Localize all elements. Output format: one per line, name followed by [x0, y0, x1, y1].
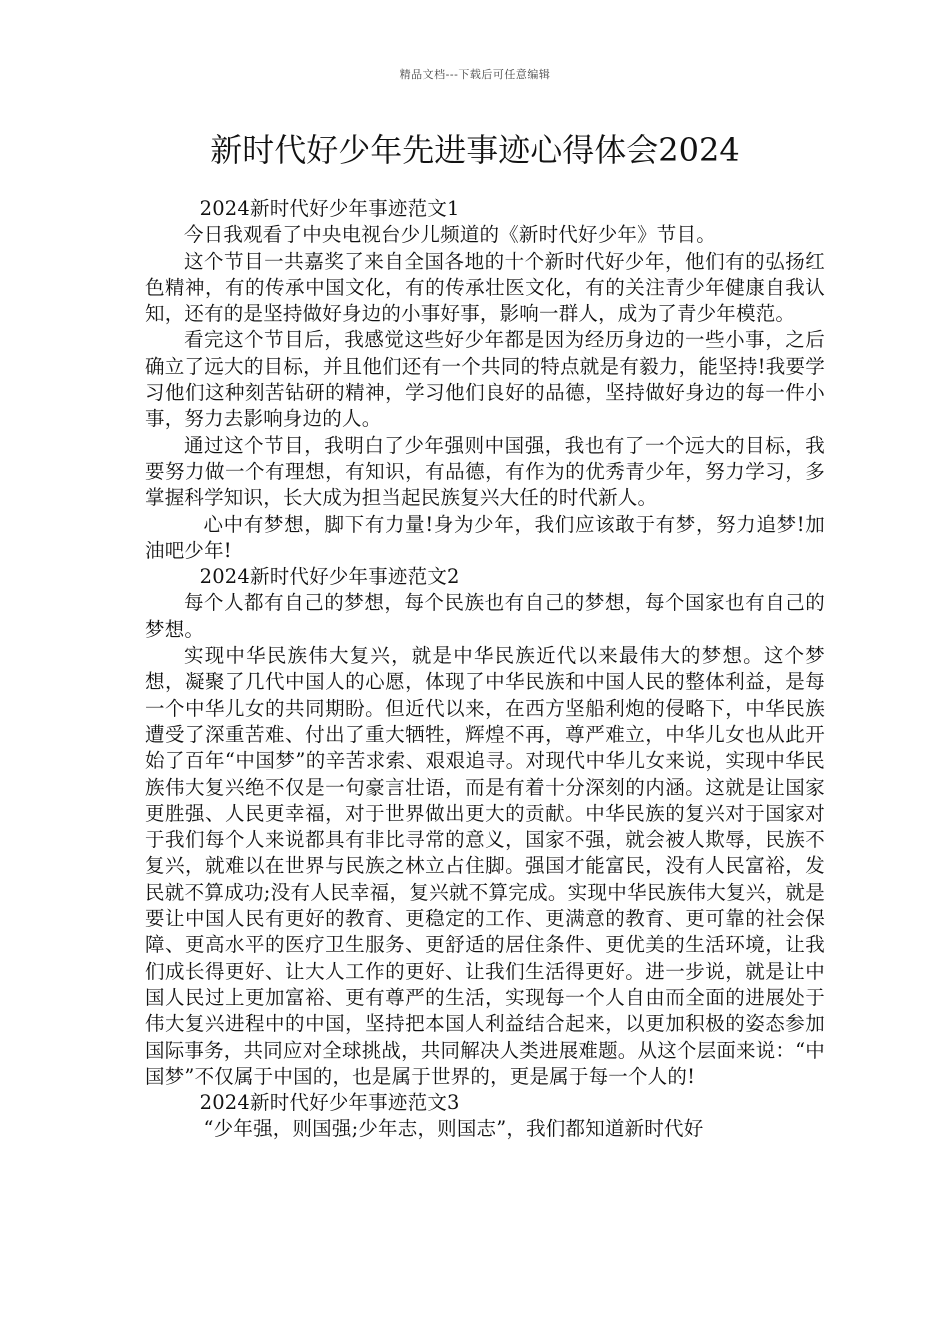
paragraph: 实现中华民族伟大复兴，就是中华民族近代以来最伟大的梦想。这个梦想，凝聚了几代中国人的心愿，体现了中华民族和中国人民的整体利益，是每一个中华儿女的共同期盼。但近代以来，在西方坚船利炮的侵略下，中华民族遭受了深重苦难、付出了重大牺牲，辉煌不再，尊严难立，中华儿女也从此开始了百年“中国梦”的辛苦求索、艰艰追寻。对现代中华儿女来说，实现中华民族伟大复兴绝不仅是一句豪言壮语，而是有着十分深刻的内涵。这就是让国家更胜强、人民更幸福，对于世界做出更大的贡献。中华民族的复兴对于国家对于我们每个人来说都具有非比寻常的意义，国家不强，就会被人欺辱，民族不复兴，就难以在世界与民族之林立占住脚。强国才能富民，没有人民富裕，发民就不算成功;没有人民幸福，复兴就不算完成。实现中华民族伟大复兴，就是要让中国人民有更好的教育、更稳定的工作、更满意的教育、更可靠的社会保障、更高水平的医疗卫生服务、更舒适的居住条件、更优美的生活环境，让我们成长得更好、让大人工作的更好、让我们生活得更好。进一步说，就是让中国人民过上更加富裕、更有尊严的生活，实现每一个人自由而全面的进展处于伟大复兴进程中的中国，坚持把本国人利益结合起来，以更加积极的姿态参加国际事务，共同应对全球挑战，共同解决人类进展难题。从这个层面来说：“中国梦”不仅属于中国的，也是属于世界的，更是属于每一个人的! — [145, 644, 825, 1088]
paragraph: 今日我观看了中央电视台少儿频道的《新时代好少年》节目。 — [184, 223, 716, 247]
paragraph: 每个人都有自己的梦想，每个民族也有自己的梦想，每个国家也有自己的梦想。 — [145, 591, 825, 641]
header-note: 精品文档---下载后可任意编辑 — [399, 68, 551, 81]
paragraph: 看完这个节目后，我感觉这些好少年都是因为经历身边的一些小事，之后确立了远大的目标，并且他们还有一个共同的特点就是有毅力，能坚持!我要学习他们这种刻苦钻研的精神，学习他们良好的品德，坚持做好身边的每一件小事，努力去影响身边的人。 — [145, 328, 825, 431]
paragraph: 心中有梦想，脚下有力量!身为少年，我们应该敢于有梦，努力追梦!加油吧少年! — [145, 512, 825, 562]
section-heading-1: 2024新时代好少年事迹范文1 — [199, 197, 460, 220]
section-heading-3: 2024新时代好少年事迹范文3 — [199, 1091, 460, 1115]
paragraph: 这个节目一共嘉奖了来自全国各地的十个新时代好少年，他们有的弘扬红色精神，有的传承中国文化，有的传承壮医文化，有的关注青少年健康自我认知，还有的是坚持做好身边的小事好事，影响一群人，成为了青少年模范。 — [145, 249, 825, 326]
paragraph: 通过这个节目，我明白了少年强则中国强，我也有了一个远大的目标，我要努力做一个有理想，有知识，有品德，有作为的优秀青少年，努力学习，多掌握科学知识，长大成为担当起民族复兴大任的时代新人。 — [145, 433, 825, 510]
section-heading-2: 2024新时代好少年事迹范文2 — [199, 565, 460, 589]
paragraph: “少年强，则国强;少年志，则国志”，我们都知道新时代好 — [203, 1117, 704, 1141]
document-body — [145, 196, 825, 1143]
document-title: 新时代好少年先进事迹心得体会2024 — [210, 131, 740, 169]
